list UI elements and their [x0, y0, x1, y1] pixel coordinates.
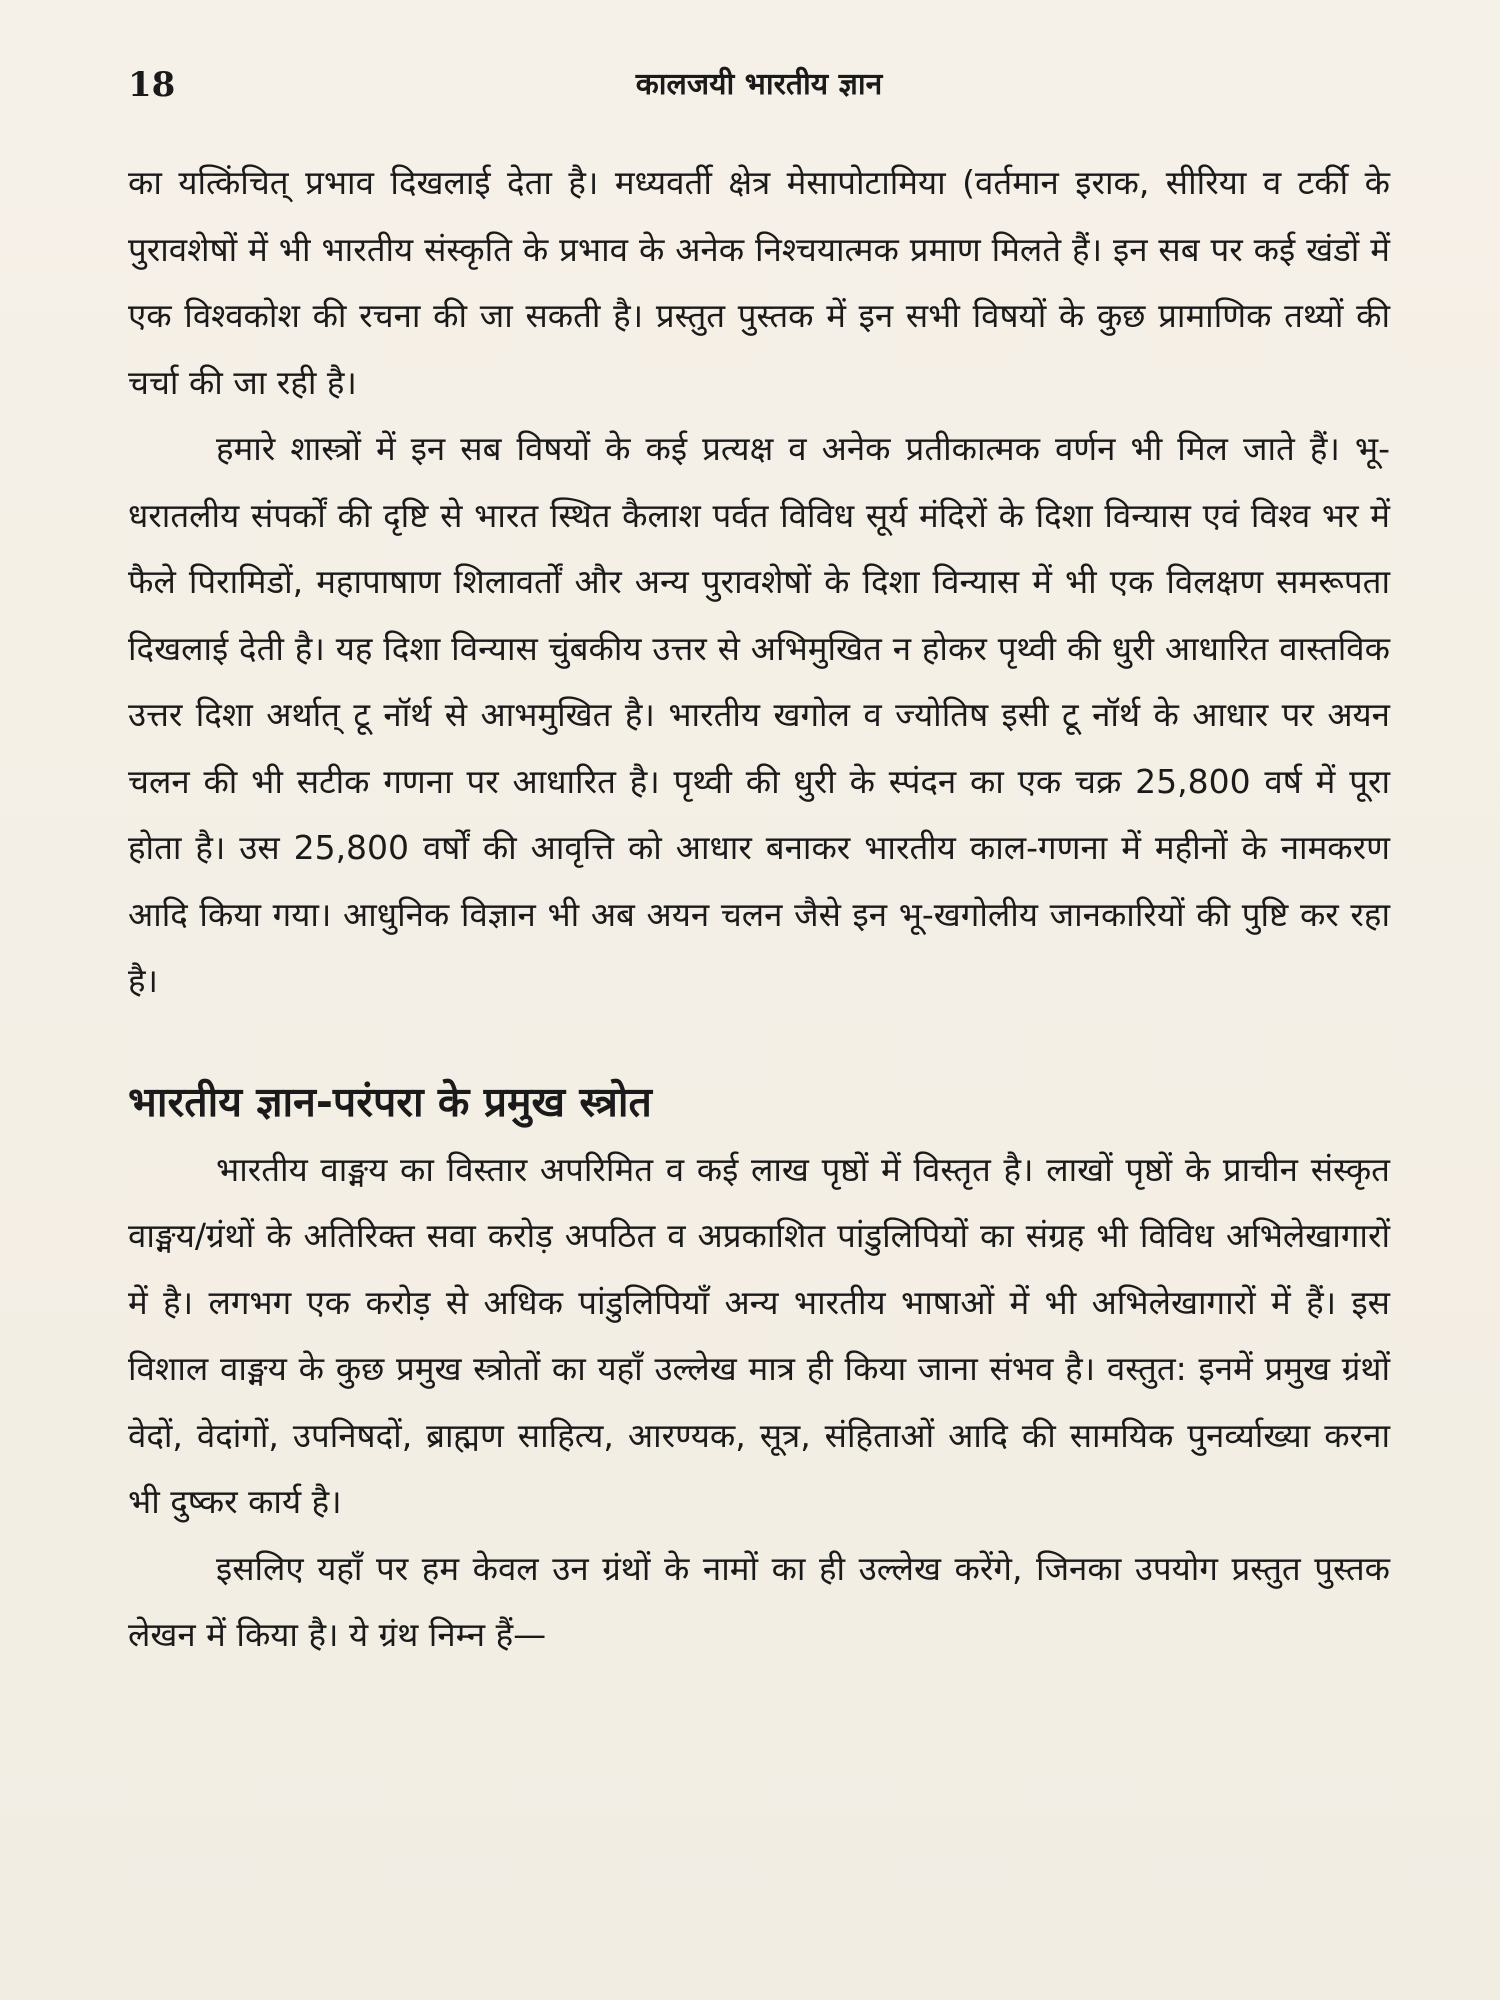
- paragraph: इसलिए यहाँ पर हम केवल उन ग्रंथों के नामों का ही उल्लेख करेंगे, जिनका उपयोग प्रस्तुत पुस्तक लेखन में किया है। ये ग्रंथ निम्न हैं—: [128, 1548, 1390, 1654]
- page-body: [128, 150, 1390, 1669]
- paragraph-continued: का यत्किंचित् प्रभाव दिखलाई देता है। मध्यवर्ती क्षेत्र मेसापोटामिया (वर्तमान इराक, सीरिया व टर्की के पुरावशेषों में भी भारतीय संस्कृति के प्रभाव के अनेक निश्चयात्मक प्रमाण मिलते हैं। इन सब पर कई खंडों में एक विश्वकोश की रचना की जा सकती है। प्रस्तुत पुस्तक में इन सभी विषयों के कुछ प्रामाणिक तथ्यों की चर्चा की जा रही है।: [128, 163, 1390, 402]
- page-number: 18: [128, 65, 176, 105]
- section-heading: भारतीय ज्ञान-परंपरा के प्रमुख स्त्रोत: [128, 1077, 652, 1126]
- page-header: [128, 60, 1390, 110]
- paragraph: हमारे शास्त्रों में इन सब विषयों के कई प्रत्यक्ष व अनेक प्रतीकात्मक वर्णन भी मिल जाते हैं। भू-धरातलीय संपर्कों की दृष्टि से भारत स्थित कैलाश पर्वत विविध सूर्य मंदिरों के दिशा विन्यास एवं विश्व भर में फैले पिरामिडों, महापाषाण शिलावर्तों और अन्य पुरावशेषों के दिशा विन्यास में भी एक विलक्षण समरूपता दिखलाई देती है। यह दिशा विन्यास चुंबकीय उत्तर से अभिमुखित न होकर पृथ्वी की धुरी आधारित वास्तविक उत्तर दिशा अर्थात् टू नॉर्थ से आभमुखित है। भारतीय खगोल व ज्योतिष इसी टू नॉर्थ के आधार पर अयन चलन की भी सटीक गणना पर आधारित है। पृथ्वी की धुरी के स्पंदन का एक चक्र 25,800 वर्ष में पूरा होता है। उस 25,800 वर्षों की आवृत्ति को आधार बनाकर भारतीय काल-गणना में महीनों के नामकरण आदि किया गया। आधुनिक विज्ञान भी अब अयन चलन जैसे इन भू-खगोलीय जानकारियों की पुष्टि कर रहा है।: [128, 429, 1390, 1000]
- paragraph: भारतीय वाङ्मय का विस्तार अपरिमित व कई लाख पृष्ठों में विस्तृत है। लाखों पृष्ठों के प्राचीन संस्कृत वाङ्मय/ग्रंथों के अतिरिक्त सवा करोड़ अपठित व अप्रकाशित पांडुलिपियों का संग्रह भी विविध अभिलेखागारों में है। लगभग एक करोड़ से अधिक पांडुलिपियाँ अन्य भारतीय भाषाओं में भी अभिलेखागारों में हैं। इस विशाल वाङ्मय के कुछ प्रमुख स्त्रोतों का यहाँ उल्लेख मात्र ही किया जाना संभव है। वस्तुत: इनमें प्रमुख ग्रंथों वेदों, वेदांगों, उपनिषदों, ब्राह्मण साहित्य, आरण्यक, सूत्र, संहिताओं आदि की सामयिक पुनर्व्याख्या करना भी दुष्कर कार्य है।: [128, 1149, 1390, 1521]
- running-title: कालजयी भारतीय ज्ञान: [635, 67, 883, 102]
